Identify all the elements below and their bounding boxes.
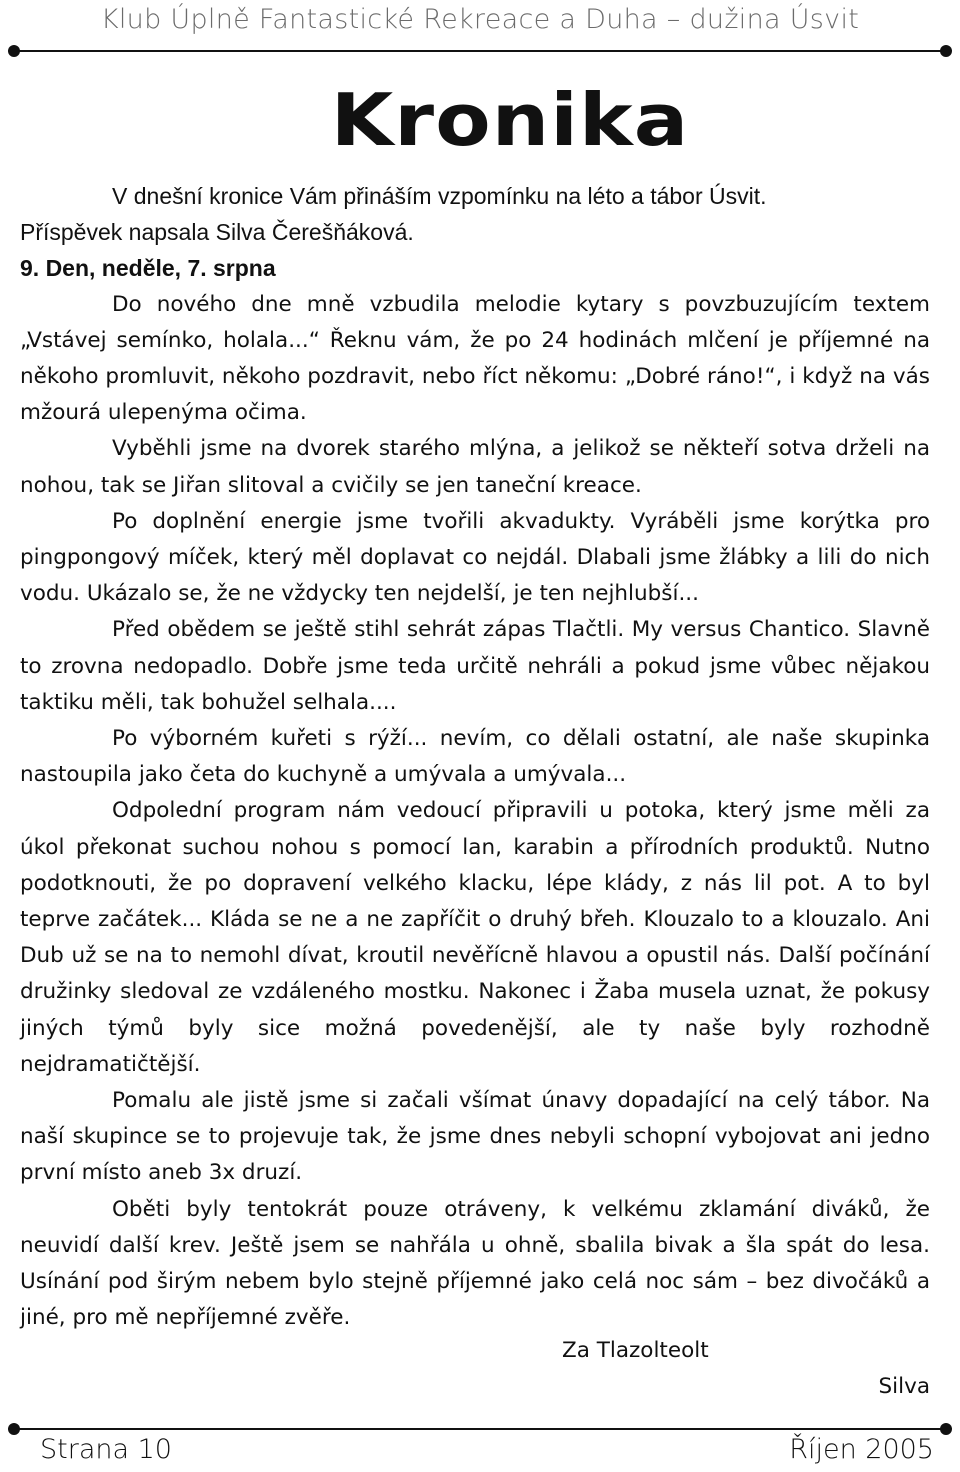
- divider-dot: [940, 1423, 952, 1435]
- footer-divider: [14, 1428, 946, 1430]
- paragraph: Vyběhli jsme na dvorek starého mlýna, a jelikož se někteří sotva drželi na nohou, tak se Jiřan slitoval a cvičily se jen taneční kreace.: [20, 436, 930, 498]
- article-body: [20, 178, 930, 1337]
- paragraph: Oběti byly tentokrát pouze otráveny, k velkému zklamání diváků, že neuvidí další krev. Ještě jsem se nahřála u ohně, sbalila bivak a šla spát do lesa. Usínání pod širým nebem bylo stejně příjemné jako celá noc sám – bez divočáků a jiné, pro mě nepříjemné zvěře.: [20, 1196, 930, 1331]
- paragraph: Odpolední program nám vedoucí připravili u potoka, který jsme měli za úkol překonat suchou nohou s pomocí lan, karabin a přírodních produktů. Nutno podotknouti, že po dopravení velkého klacku, lépe klády, z nás lil pot. A to byl teprve začátek... Kláda se ne a ne zapříčit o druhý břeh. Klouzalo to a klouzalo. Ani Dub už se na to nemohl dívat, kroutil nevěřícně hlavou a opustil nás. Další počínání družinky sledoval ze vzdáleného mostku. Nakonec i Žaba musela uznat, že pokusy jiných týmů byly sice možná povedenější, ale ty naše byly rozhodně nejdramatičtější.: [20, 798, 930, 1077]
- paragraph: Do nového dne mně vzbudila melodie kytary s povzbuzujícím textem „Vstávej semínko, holala...“ Řeknu vám, že po 24 hodinách mlčení je příjemné na někoho promluvit, někoho pozdravit, nebo říct někomu: „Dobré ráno!“, i když na vás mžourá ulepenýma očima.: [20, 291, 930, 426]
- page-heading: Kronika: [330, 78, 690, 162]
- intro-line: V dnešní kronice Vám přináším vzpomínku na léto a tábor Úsvit.: [112, 183, 767, 209]
- paragraph: Před obědem se ještě stihl sehrát zápas Tlačtli. My versus Chantico. Slavně to zrovna nedopadlo. Dobře jsme teda určitě nehráli a pokud jsme vůbec nějakou taktiku měli, tak bohužel selhala....: [20, 617, 930, 715]
- newsletter-title: Klub Úplně Fantastické Rekreace a Duha – dužina Úsvit: [100, 4, 860, 35]
- page-number: Strana 10: [40, 1434, 172, 1465]
- signature-author: Silva: [878, 1374, 930, 1399]
- divider-dot: [8, 45, 20, 57]
- header-divider: [14, 50, 946, 52]
- divider-dot: [8, 1423, 20, 1435]
- intro-line: Příspěvek napsala Silva Čerešňáková.: [20, 219, 414, 246]
- paragraph: Po doplnění energie jsme tvořili akvadukty. Vyráběli jsme korýtka pro pingpongový míček, který měl doplavat co nejdál. Dlabali jsme žlábky a lili do nich vodu. Ukázalo se, že ne vždycky ten nejdelší, je ten nejhlubší...: [20, 508, 930, 607]
- paragraph: Po výborném kuřeti s rýží... nevím, co dělali ostatní, ale naše skupinka nastoupila jako četa do kuchyně a umývala a umývala...: [20, 726, 930, 788]
- divider-dot: [940, 45, 952, 57]
- issue-date: Říjen 2005: [789, 1434, 934, 1465]
- paragraph: Pomalu ale jistě jsme si začali všímat únavy dopadající na celý tábor. Na naší skupince se to projevuje tak, že jsme dnes nebyli schopní vybojovat ani jedno první místo aneb 3x druzí.: [20, 1088, 930, 1186]
- day-date: 9. Den, neděle, 7. srpna: [20, 255, 276, 282]
- signature-group: Za Tlazolteolt: [562, 1338, 709, 1363]
